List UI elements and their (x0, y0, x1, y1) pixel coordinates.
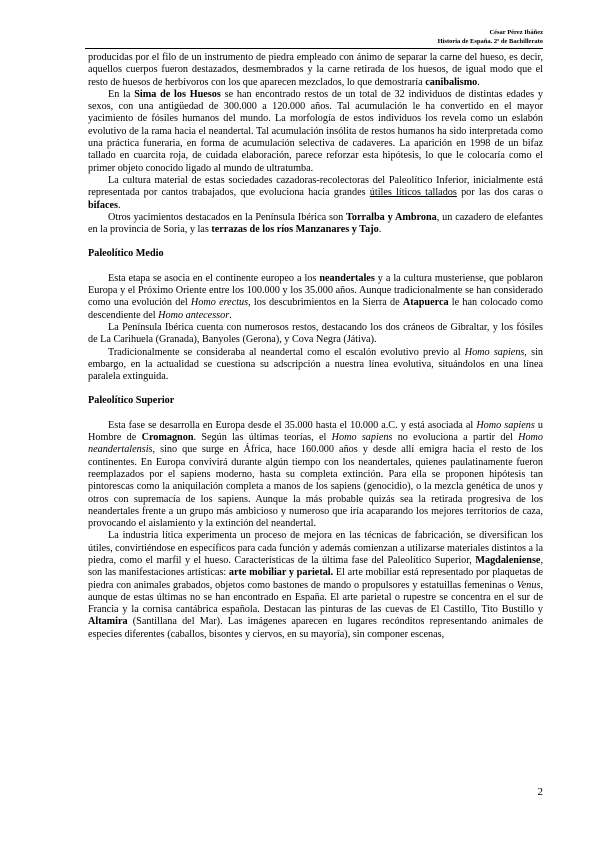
heading-paleolitico-superior: Paleolítico Superior (88, 395, 175, 407)
term-utiles-liticos: útiles líticos tallados (369, 187, 457, 199)
spacer (88, 383, 543, 395)
header-course: Historia de España. 2º de Bachillerato (437, 38, 543, 45)
header-author: César Pérez Ibáñez (489, 29, 543, 36)
running-header (438, 28, 543, 46)
header-rule (85, 48, 543, 49)
paragraph-sima-huesos: En la Sima de los Huesos se han encontrado restos de un total de 32 individuos de distintas edades y sexos, con una antigüedad de 300.000 a 120.000 años. Tal acumulación le ha convertido en el mayor yacimiento de fósiles humanos del mundo. La morfología de estos individuos los revela como un eslabón evolutivo de la rama hacia el neandertal. Tal acumulación insólita de restos humanos ha sido interpretada como una práctica funeraria, en forma de acumulación selectiva de cadaveres. La aparición en 1998 de un bifaz tallado en cuarcita roja, de cuidada elaboración, parece reforzar esta hipótesis, lo que le colocaría como el primer objeto conocido ligado al mundo de ultratumba. (88, 88, 543, 174)
spacer (88, 408, 543, 420)
term-torralba-ambrona: Torralba y Ambrona (346, 211, 437, 223)
term-arte-mobiliar-parietal: arte mobiliar y parietal. (228, 567, 334, 579)
term-homo-sapiens: Homo sapiens (464, 346, 525, 358)
term-neandertales: neandertales (319, 272, 375, 284)
paragraph-peninsula-iberica: La Península Ibérica cuenta con numerosos restos, destacando los dos cráneos de Gibraltar, y los fósiles de La Carihuela (Granada), Banyoles (Gerona), y Cova Negra (Játiva). (88, 321, 543, 346)
paragraph-industria-litica: La industria lítica experimenta un proceso de mejora en las técnicas de fabricación, se diversifican los útiles, convirtiéndose en específicos para cada función y además comienzan a utilizarse materiales distintos a la piedra, como el marfil y el hueso. Características de la última fase del Paleolítico Superior, Magdaleniense, son las manifestaciones artísticas: arte mobiliar y parietal. El arte mobiliar está representado por plaquetas de piedra con animales grabados, objetos como bastones de mando o propulsores y estatuillas femeninas o Venus, aunque de estas últimas no se han encontrado en España. El arte parietal o rupestre se concentra en el sur de Francia y la cornisa cantábrica española. Destacan las pinturas de las cuevas de El Castillo, Tito Bustillo y Altamira (Santillana del Mar). Las imágenes aparecen en lugares recónditos representando animales de especies diferentes (caballos, bisontes y ciervos, en su mayoría), sin componer escenas, (88, 530, 543, 640)
paragraph-cromagnon: Esta fase se desarrolla en Europa desde el 35.000 hasta el 10.000 a.C. y está asociada al Homo sapiens u Hombre de Cromagnon. Según las últimas teorías, el Homo sapiens no evoluciona a partir del Homo neandertalensis, sino que surge en África, hace 160.000 años y desde allí emigra hacia el resto de los continentes. En Europa convivirá durante algún tiempo con los neandertales, quienes paulatinamente fueron reemplazados por el sapiens moderno, hasta su completa extinción. Para ella se proponen hipótesis tan pintorescas como la aniquilación completa a manos de los sapiens (genocidio), o la mezcla genética de unos y otros con supremacía de los sapiens. Aunque la más probable quizás sea la retirada progresiva de los neandertales frente a un grupo más ambicioso y numeroso que iría acaparando los mejores territorios de caza, provocando el aislamiento y la extinción del neandertal. (88, 419, 543, 530)
term-canibalismo: canibalismo (425, 76, 478, 88)
paragraph-neandertales: Esta etapa se asocia en el continente europeo a los neandertales y a la cultura musteriense, que poblaron Europa y el Próximo Oriente entre los 100.000 y los 35.000 años. Aunque tradicionalmente se han considerado como una evolución del Homo erectus, los descubrimientos en la Sierra de Atapuerca le han colocado como descendiente del Homo antecessor. (88, 272, 543, 321)
heading-paleolitico-medio: Paleolítico Medio (88, 248, 164, 260)
spacer (88, 261, 543, 273)
term-venus: Venus (516, 579, 541, 591)
paragraph-canibalismo: producidas por el filo de un instrumento de piedra empleado con ánimo de separar la carne del hueso, es decir, aquellos cuerpos fueron destazados, desmembrados y la carne retirada de los huesos, de igual modo que el resto de huesos de herbívoros con los que aparecen mezclados, lo que demostraría canibalismo. (88, 52, 543, 88)
term-homo-sapiens: Homo sapiens (476, 419, 535, 431)
term-homo-erectus: Homo erectus (190, 297, 249, 309)
term-altamira: Altamira (88, 616, 128, 628)
term-magdaleniense: Magdaleniense (475, 554, 541, 566)
body-text (88, 52, 543, 641)
term-atapuerca: Atapuerca (402, 297, 449, 309)
paragraph-cultura-material: La cultura material de estas sociedades cazadoras-recolectoras del Paleolítico Inferior, inicialmente está representada por cantos trabajados, que evoluciona hacia grandes útiles líticos tallados por las dos caras o bifaces. (88, 174, 543, 211)
term-bifaces: bifaces (88, 199, 118, 211)
term-cromagnon: Cromagnon (141, 432, 194, 444)
term-homo-antecessor: Homo antecessor (158, 309, 230, 321)
paragraph-otros-yacimientos: Otros yacimientos destacados en la Península Ibérica son Torralba y Ambrona, un cazadero de elefantes en la provincia de Soria, y las terrazas de los ríos Manzanares y Tajo. (88, 211, 543, 236)
term-terrazas: terrazas de los ríos Manzanares y Tajo (211, 224, 379, 236)
term-sima-huesos: Sima de los Huesos (134, 88, 221, 100)
term-homo-sapiens: Homo sapiens (331, 432, 393, 444)
page-number: 2 (537, 786, 543, 798)
spacer (88, 236, 543, 248)
term-homo-neandertalensis: Homo neandertalensis (88, 432, 543, 456)
paragraph-escalon-evolutivo: Tradicionalmente se consideraba al neandertal como el escalón evolutivo previo al Homo sapiens, sin embargo, en la actualidad se cuestiona su adscripción a nuestra línea evolutiva, situándolos en una línea paralela extinguida. (88, 346, 544, 383)
